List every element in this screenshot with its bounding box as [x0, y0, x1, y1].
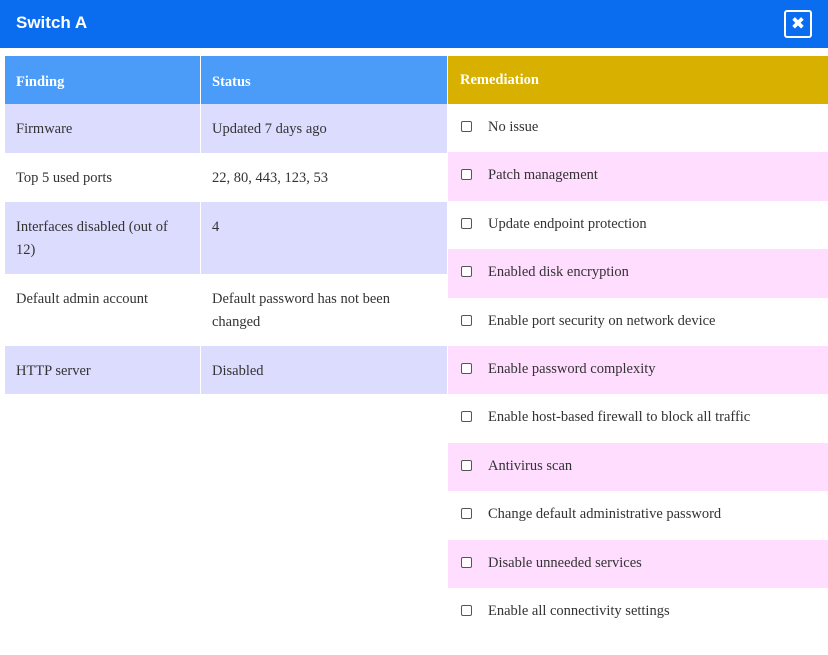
checkbox[interactable] [461, 605, 472, 616]
remediation-option-label: Enable password complexity [488, 360, 656, 377]
checkbox[interactable] [461, 557, 472, 568]
remediation-option-host-firewall[interactable] [448, 394, 828, 442]
remediation-option-no-issue[interactable] [448, 104, 828, 152]
remediation-option-label: No issue [488, 119, 539, 135]
dialog-titlebar [0, 0, 828, 48]
table-header-row [5, 56, 447, 104]
remediation-option-enable-connectivity[interactable] [448, 588, 828, 636]
dialog-title: Switch A [16, 13, 88, 32]
remediation-option-antivirus-scan[interactable] [448, 443, 828, 491]
table-row [5, 202, 447, 274]
close-icon: ✖ [790, 14, 806, 34]
status-cell: Default password has not been changed [212, 291, 390, 330]
checkbox[interactable] [461, 218, 472, 229]
remediation-column [448, 56, 828, 636]
remediation-option-port-security[interactable] [448, 298, 828, 346]
remediation-option-label: Disable unneeded services [488, 554, 642, 571]
remediation-option-label: Change default administrative password [488, 506, 722, 523]
table-row [5, 153, 447, 202]
remediation-option-label: Patch management [488, 167, 598, 184]
remediation-option-label: Antivirus scan [488, 457, 573, 474]
close-button[interactable] [784, 10, 812, 38]
remediation-option-label: Update endpoint protection [488, 215, 647, 232]
table-row [5, 104, 447, 153]
finding-cell: Top 5 used ports [16, 170, 113, 186]
remediation-option-password-complexity[interactable] [448, 346, 828, 394]
findings-table [5, 56, 447, 394]
status-cell: 4 [201, 202, 447, 274]
status-column-header: Status [201, 56, 447, 104]
remediation-option-label: Enable host-based firewall to block all traffic [488, 409, 751, 426]
status-cell: 22, 80, 443, 123, 53 [212, 170, 328, 186]
checkbox[interactable] [461, 363, 472, 374]
checkbox[interactable] [461, 460, 472, 471]
finding-cell: Firmware [5, 104, 200, 153]
remediation-column-header: Remediation [448, 56, 828, 104]
checkbox[interactable] [461, 315, 472, 326]
remediation-option-patch-management[interactable] [448, 152, 828, 200]
checkbox[interactable] [461, 169, 472, 180]
checkbox[interactable] [461, 266, 472, 277]
checkbox[interactable] [461, 121, 472, 132]
remediation-option-label: Enabled disk encryption [488, 264, 629, 281]
table-row [5, 274, 447, 346]
remediation-option-change-default-password[interactable] [448, 491, 828, 539]
checkbox[interactable] [461, 508, 472, 519]
remediation-option-label: Enable all connectivity settings [488, 602, 670, 619]
remediation-option-disable-unneeded-services[interactable] [448, 540, 828, 588]
status-cell: Disabled [201, 346, 447, 394]
remediation-option-update-endpoint-protection[interactable] [448, 201, 828, 249]
checkbox[interactable] [461, 411, 472, 422]
finding-column-header: Finding [5, 56, 200, 104]
table-row [5, 346, 447, 394]
remediation-option-label: Enable port security on network device [488, 312, 716, 329]
finding-cell: HTTP server [5, 346, 200, 394]
finding-cell: Interfaces disabled (out of 12) [5, 202, 200, 274]
status-cell: Updated 7 days ago [201, 104, 447, 153]
finding-cell: Default admin account [16, 291, 149, 307]
remediation-option-disk-encryption[interactable] [448, 249, 828, 297]
